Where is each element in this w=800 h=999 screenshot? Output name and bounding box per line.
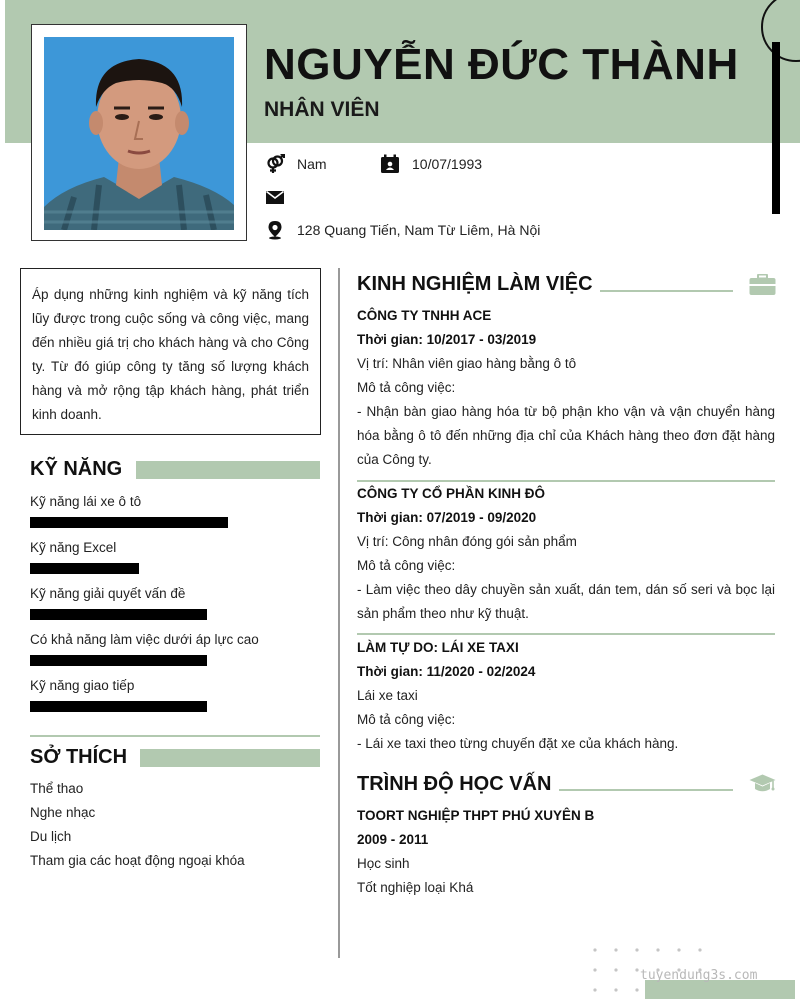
gender-row: [265, 154, 327, 174]
graduation-cap-icon: [749, 774, 776, 794]
candidate-name: NGUYỄN ĐỨC THÀNH: [264, 40, 739, 89]
gender-icon: [265, 154, 285, 174]
hobby-item: Nghe nhạc: [30, 805, 96, 820]
corner-bar-decoration: [772, 42, 780, 214]
candidate-role: NHÂN VIÊN: [264, 98, 380, 121]
job-position: Vị trí: Nhân viên giao hàng bằng ô tô: [357, 356, 577, 371]
skill-bar: [30, 701, 207, 712]
email-row: [265, 187, 297, 207]
skill-label: Kỹ năng giải quyết vấn đề: [30, 586, 186, 601]
skill-label: Kỹ năng lái xe ô tô: [30, 494, 142, 509]
skill-bar: [30, 609, 207, 620]
education-title: TRÌNH ĐỘ HỌC VẤN: [357, 773, 552, 795]
skill-label: Có khả năng làm việc dưới áp lực cao: [30, 632, 259, 647]
envelope-icon: [265, 187, 285, 207]
job-description: - Lái xe taxi theo từng chuyến đặt xe của khách hàng.: [357, 736, 679, 751]
column-divider: [338, 268, 340, 958]
job-period: Thời gian: 10/2017 - 03/2019: [357, 332, 537, 347]
job-period: Thời gian: 07/2019 - 09/2020: [357, 510, 537, 525]
education-result: Tốt nghiệp loại Khá: [357, 880, 474, 895]
job-desc-label: Mô tả công việc:: [357, 380, 456, 395]
hobbies-title: SỞ THÍCH: [30, 746, 128, 768]
job-company: LÀM TỰ DO: LÁI XE TAXI: [357, 640, 519, 655]
job-position: Lái xe taxi: [357, 688, 418, 703]
profile-photo: [44, 37, 234, 230]
job-description: - Làm việc theo dây chuyền sản xuất, dán tem, dán số seri và bọc lại sản phẩm theo như kỹ thuật.: [357, 582, 775, 621]
hobby-item: Thể thao: [30, 781, 84, 796]
watermark: tuyendung3s.com: [640, 968, 758, 983]
address-value: 128 Quang Tiến, Nam Từ Liêm, Hà Nội: [297, 222, 541, 238]
hobby-item: Tham gia các hoạt động ngoại khóa: [30, 853, 245, 868]
experience-title-line: [600, 290, 733, 292]
job-company: CÔNG TY TNHH ACE: [357, 308, 492, 323]
skills-title-bar: [136, 461, 320, 479]
birthday-row: [380, 154, 482, 174]
education-role: Học sinh: [357, 856, 410, 871]
skills-title: KỸ NĂNG: [30, 458, 123, 480]
education-school: TOORT NGHIỆP THPT PHÚ XUYÊN B: [357, 808, 595, 823]
skill-label: Kỹ năng Excel: [30, 540, 117, 555]
job-description: - Nhận bàn giao hàng hóa từ bộ phận kho vận và vận chuyển hàng hóa bằng ô tô đến những địa chỉ của Khách hàng theo đơn đặt hàng của Công ty.: [357, 404, 775, 467]
hobbies-title-bar: [140, 749, 320, 767]
skill-bar: [30, 563, 139, 574]
gender-value: Nam: [297, 156, 327, 172]
address-row: [265, 220, 540, 240]
job-separator: [357, 633, 775, 635]
skill-bar: [30, 655, 207, 666]
education-period: 2009 - 2011: [357, 832, 429, 847]
job-position: Vị trí: Công nhân đóng gói sản phẩm: [357, 534, 577, 549]
job-company: CÔNG TY CỔ PHẦN KINH ĐÔ: [357, 486, 546, 501]
birthday-value: 10/07/1993: [412, 156, 483, 172]
skill-bar: [30, 517, 228, 528]
skill-label: Kỹ năng giao tiếp: [30, 678, 135, 693]
section-separator: [30, 735, 320, 737]
hobby-item: Du lịch: [30, 829, 72, 844]
calendar-icon: [380, 154, 400, 174]
location-pin-icon: [265, 220, 285, 240]
job-desc-label: Mô tả công việc:: [357, 712, 456, 727]
education-title-line: [559, 789, 733, 791]
experience-title: KINH NGHIỆM LÀM VIỆC: [357, 273, 593, 295]
briefcase-icon: [749, 274, 776, 296]
job-period: Thời gian: 11/2020 - 02/2024: [357, 664, 536, 679]
job-desc-label: Mô tả công việc:: [357, 558, 456, 573]
career-objective: Áp dụng những kinh nghiệm và kỹ năng tích lũy được trong cuộc sống và công việc, mang đến nhiều giá trị cho khách hàng và cho Công ty. Từ đó giúp công ty tăng số lượng khách hàng và mở rộng tập khách hàng, phát triển kinh doanh.: [20, 268, 321, 435]
